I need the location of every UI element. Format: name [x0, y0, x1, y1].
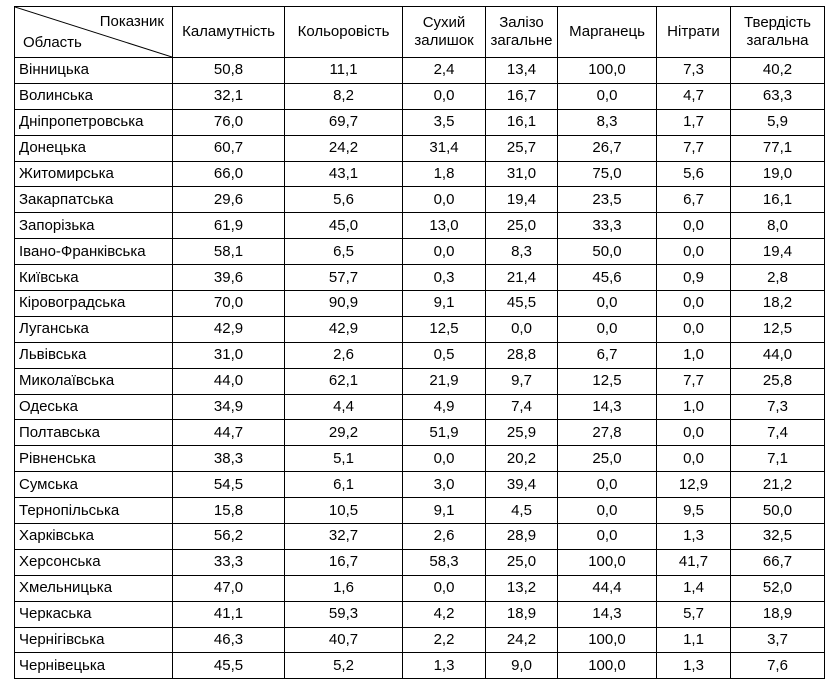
value-cell: 100,0 [558, 549, 657, 575]
region-cell: Одеська [15, 394, 173, 420]
value-cell: 100,0 [558, 653, 657, 679]
value-cell: 12,5 [558, 368, 657, 394]
value-cell: 34,9 [173, 394, 285, 420]
column-header-label: загальне [490, 32, 553, 49]
value-cell: 75,0 [558, 161, 657, 187]
value-cell: 69,7 [285, 109, 403, 135]
value-cell: 20,2 [486, 446, 558, 472]
table-row [15, 187, 825, 213]
value-cell: 1,8 [403, 161, 486, 187]
table-row [15, 575, 825, 601]
value-cell: 45,6 [558, 265, 657, 291]
table-row [15, 161, 825, 187]
value-cell: 4,4 [285, 394, 403, 420]
region-cell: Полтавська [15, 420, 173, 446]
value-cell: 0,0 [657, 239, 731, 265]
value-cell: 5,6 [657, 161, 731, 187]
value-cell: 42,9 [285, 316, 403, 342]
region-cell: Кіровоградська [15, 291, 173, 317]
value-cell: 23,5 [558, 187, 657, 213]
value-cell: 0,0 [403, 187, 486, 213]
value-cell: 39,6 [173, 265, 285, 291]
column-header-label: Каламутність [182, 23, 275, 40]
column-header-label: залишок [414, 32, 474, 49]
table-row [15, 291, 825, 317]
value-cell: 51,9 [403, 420, 486, 446]
table-row [15, 627, 825, 653]
value-cell: 43,1 [285, 161, 403, 187]
column-header [486, 7, 558, 58]
value-cell: 50,8 [173, 58, 285, 84]
value-cell: 3,5 [403, 109, 486, 135]
corner-header-cell [15, 7, 173, 58]
water-quality-table [14, 6, 825, 679]
value-cell: 29,2 [285, 420, 403, 446]
value-cell: 47,0 [173, 575, 285, 601]
region-cell: Луганська [15, 316, 173, 342]
value-cell: 1,3 [657, 653, 731, 679]
value-cell: 1,7 [657, 109, 731, 135]
value-cell: 19,4 [486, 187, 558, 213]
value-cell: 14,3 [558, 394, 657, 420]
value-cell: 40,7 [285, 627, 403, 653]
value-cell: 58,3 [403, 549, 486, 575]
value-cell: 62,1 [285, 368, 403, 394]
value-cell: 7,3 [731, 394, 825, 420]
value-cell: 0,0 [558, 524, 657, 550]
column-header-label: Твердість [744, 14, 811, 31]
table-row [15, 472, 825, 498]
value-cell: 42,9 [173, 316, 285, 342]
column-header-label: Марганець [569, 23, 645, 40]
table-row [15, 653, 825, 679]
value-cell: 24,2 [486, 627, 558, 653]
value-cell: 4,9 [403, 394, 486, 420]
value-cell: 7,4 [486, 394, 558, 420]
value-cell: 8,3 [486, 239, 558, 265]
value-cell: 66,0 [173, 161, 285, 187]
value-cell: 25,7 [486, 135, 558, 161]
value-cell: 29,6 [173, 187, 285, 213]
column-header [285, 7, 403, 58]
region-cell: Волинська [15, 83, 173, 109]
table-row [15, 420, 825, 446]
value-cell: 10,5 [285, 498, 403, 524]
value-cell: 7,3 [657, 58, 731, 84]
value-cell: 0,0 [403, 575, 486, 601]
value-cell: 45,5 [173, 653, 285, 679]
value-cell: 0,0 [486, 316, 558, 342]
region-cell: Житомирська [15, 161, 173, 187]
region-cell: Закарпатська [15, 187, 173, 213]
value-cell: 44,7 [173, 420, 285, 446]
value-cell: 7,1 [731, 446, 825, 472]
table-row [15, 446, 825, 472]
value-cell: 0,0 [403, 446, 486, 472]
value-cell: 12,9 [657, 472, 731, 498]
value-cell: 1,6 [285, 575, 403, 601]
value-cell: 9,0 [486, 653, 558, 679]
value-cell: 1,0 [657, 394, 731, 420]
value-cell: 63,3 [731, 83, 825, 109]
table-row [15, 265, 825, 291]
value-cell: 50,0 [731, 498, 825, 524]
value-cell: 25,8 [731, 368, 825, 394]
column-header-label: загальна [746, 32, 809, 49]
value-cell: 9,1 [403, 291, 486, 317]
table-row [15, 368, 825, 394]
value-cell: 57,7 [285, 265, 403, 291]
value-cell: 52,0 [731, 575, 825, 601]
value-cell: 58,1 [173, 239, 285, 265]
table-row [15, 498, 825, 524]
value-cell: 7,7 [657, 368, 731, 394]
value-cell: 28,9 [486, 524, 558, 550]
value-cell: 44,4 [558, 575, 657, 601]
value-cell: 21,2 [731, 472, 825, 498]
value-cell: 0,3 [403, 265, 486, 291]
table-row [15, 601, 825, 627]
table-row [15, 135, 825, 161]
value-cell: 61,9 [173, 213, 285, 239]
table-row [15, 316, 825, 342]
table-row [15, 549, 825, 575]
value-cell: 12,5 [403, 316, 486, 342]
value-cell: 19,0 [731, 161, 825, 187]
value-cell: 13,2 [486, 575, 558, 601]
value-cell: 16,1 [486, 109, 558, 135]
value-cell: 5,7 [657, 601, 731, 627]
value-cell: 13,0 [403, 213, 486, 239]
value-cell: 31,0 [486, 161, 558, 187]
value-cell: 2,6 [403, 524, 486, 550]
value-cell: 7,4 [731, 420, 825, 446]
value-cell: 2,2 [403, 627, 486, 653]
value-cell: 77,1 [731, 135, 825, 161]
table-row [15, 213, 825, 239]
value-cell: 90,9 [285, 291, 403, 317]
region-cell: Харківська [15, 524, 173, 550]
value-cell: 6,1 [285, 472, 403, 498]
region-cell: Черкаська [15, 601, 173, 627]
value-cell: 21,4 [486, 265, 558, 291]
value-cell: 7,7 [657, 135, 731, 161]
region-cell: Чернігівська [15, 627, 173, 653]
value-cell: 2,6 [285, 342, 403, 368]
value-cell: 0,0 [558, 498, 657, 524]
value-cell: 32,5 [731, 524, 825, 550]
value-cell: 54,5 [173, 472, 285, 498]
table-body [15, 58, 825, 679]
value-cell: 0,0 [657, 420, 731, 446]
region-cell: Чернівецька [15, 653, 173, 679]
value-cell: 0,0 [558, 472, 657, 498]
value-cell: 25,0 [486, 549, 558, 575]
column-header-label: Нітрати [667, 23, 720, 40]
value-cell: 0,0 [558, 291, 657, 317]
value-cell: 12,5 [731, 316, 825, 342]
value-cell: 21,9 [403, 368, 486, 394]
value-cell: 27,8 [558, 420, 657, 446]
value-cell: 1,3 [657, 524, 731, 550]
value-cell: 56,2 [173, 524, 285, 550]
value-cell: 18,2 [731, 291, 825, 317]
value-cell: 0,9 [657, 265, 731, 291]
value-cell: 40,2 [731, 58, 825, 84]
value-cell: 13,4 [486, 58, 558, 84]
value-cell: 0,0 [558, 316, 657, 342]
value-cell: 0,0 [403, 239, 486, 265]
value-cell: 26,7 [558, 135, 657, 161]
value-cell: 0,0 [657, 316, 731, 342]
region-cell: Херсонська [15, 549, 173, 575]
value-cell: 6,7 [558, 342, 657, 368]
value-cell: 2,4 [403, 58, 486, 84]
table-row [15, 83, 825, 109]
value-cell: 39,4 [486, 472, 558, 498]
value-cell: 8,0 [731, 213, 825, 239]
region-cell: Рівненська [15, 446, 173, 472]
value-cell: 9,7 [486, 368, 558, 394]
region-cell: Київська [15, 265, 173, 291]
value-cell: 1,1 [657, 627, 731, 653]
value-cell: 16,1 [731, 187, 825, 213]
value-cell: 31,0 [173, 342, 285, 368]
value-cell: 11,1 [285, 58, 403, 84]
value-cell: 5,6 [285, 187, 403, 213]
value-cell: 7,6 [731, 653, 825, 679]
value-cell: 1,4 [657, 575, 731, 601]
value-cell: 0,0 [403, 83, 486, 109]
value-cell: 0,0 [657, 213, 731, 239]
value-cell: 45,5 [486, 291, 558, 317]
value-cell: 8,2 [285, 83, 403, 109]
column-header [403, 7, 486, 58]
value-cell: 32,7 [285, 524, 403, 550]
region-cell: Дніпропетровська [15, 109, 173, 135]
value-cell: 41,7 [657, 549, 731, 575]
value-cell: 25,0 [558, 446, 657, 472]
table-row [15, 239, 825, 265]
value-cell: 6,5 [285, 239, 403, 265]
value-cell: 66,7 [731, 549, 825, 575]
column-header [173, 7, 285, 58]
value-cell: 3,0 [403, 472, 486, 498]
value-cell: 18,9 [486, 601, 558, 627]
value-cell: 33,3 [173, 549, 285, 575]
table-row [15, 342, 825, 368]
region-cell: Тернопільська [15, 498, 173, 524]
value-cell: 100,0 [558, 627, 657, 653]
value-cell: 4,7 [657, 83, 731, 109]
value-cell: 16,7 [285, 549, 403, 575]
value-cell: 5,9 [731, 109, 825, 135]
region-cell: Івано-Франківська [15, 239, 173, 265]
corner-label-region: Область [23, 34, 82, 51]
table-row [15, 394, 825, 420]
value-cell: 59,3 [285, 601, 403, 627]
value-cell: 16,7 [486, 83, 558, 109]
table-row [15, 109, 825, 135]
column-header [731, 7, 825, 58]
column-header-label: Кольоровість [297, 23, 390, 40]
value-cell: 3,7 [731, 627, 825, 653]
value-cell: 9,1 [403, 498, 486, 524]
region-cell: Сумська [15, 472, 173, 498]
value-cell: 76,0 [173, 109, 285, 135]
value-cell: 0,0 [657, 446, 731, 472]
region-cell: Донецька [15, 135, 173, 161]
value-cell: 9,5 [657, 498, 731, 524]
value-cell: 33,3 [558, 213, 657, 239]
value-cell: 50,0 [558, 239, 657, 265]
value-cell: 5,2 [285, 653, 403, 679]
value-cell: 38,3 [173, 446, 285, 472]
value-cell: 41,1 [173, 601, 285, 627]
value-cell: 19,4 [731, 239, 825, 265]
region-cell: Хмельницька [15, 575, 173, 601]
value-cell: 14,3 [558, 601, 657, 627]
value-cell: 45,0 [285, 213, 403, 239]
value-cell: 15,8 [173, 498, 285, 524]
value-cell: 5,1 [285, 446, 403, 472]
value-cell: 60,7 [173, 135, 285, 161]
column-header-label: Сухий [422, 14, 466, 31]
column-header [657, 7, 731, 58]
value-cell: 4,5 [486, 498, 558, 524]
corner-label-indicator: Показник [99, 13, 164, 30]
value-cell: 24,2 [285, 135, 403, 161]
value-cell: 25,0 [486, 213, 558, 239]
value-cell: 1,3 [403, 653, 486, 679]
value-cell: 46,3 [173, 627, 285, 653]
column-header [558, 7, 657, 58]
value-cell: 2,8 [731, 265, 825, 291]
column-header-label: Залізо [499, 14, 544, 31]
value-cell: 0,5 [403, 342, 486, 368]
value-cell: 100,0 [558, 58, 657, 84]
table-row [15, 524, 825, 550]
value-cell: 70,0 [173, 291, 285, 317]
value-cell: 44,0 [731, 342, 825, 368]
value-cell: 4,2 [403, 601, 486, 627]
region-cell: Миколаївська [15, 368, 173, 394]
value-cell: 18,9 [731, 601, 825, 627]
value-cell: 32,1 [173, 83, 285, 109]
value-cell: 1,0 [657, 342, 731, 368]
table-row [15, 58, 825, 84]
value-cell: 6,7 [657, 187, 731, 213]
header-row [15, 7, 825, 58]
region-cell: Запорізька [15, 213, 173, 239]
value-cell: 0,0 [558, 83, 657, 109]
region-cell: Львівська [15, 342, 173, 368]
region-cell: Вінницька [15, 58, 173, 84]
value-cell: 31,4 [403, 135, 486, 161]
value-cell: 25,9 [486, 420, 558, 446]
value-cell: 44,0 [173, 368, 285, 394]
value-cell: 0,0 [657, 291, 731, 317]
value-cell: 28,8 [486, 342, 558, 368]
value-cell: 8,3 [558, 109, 657, 135]
